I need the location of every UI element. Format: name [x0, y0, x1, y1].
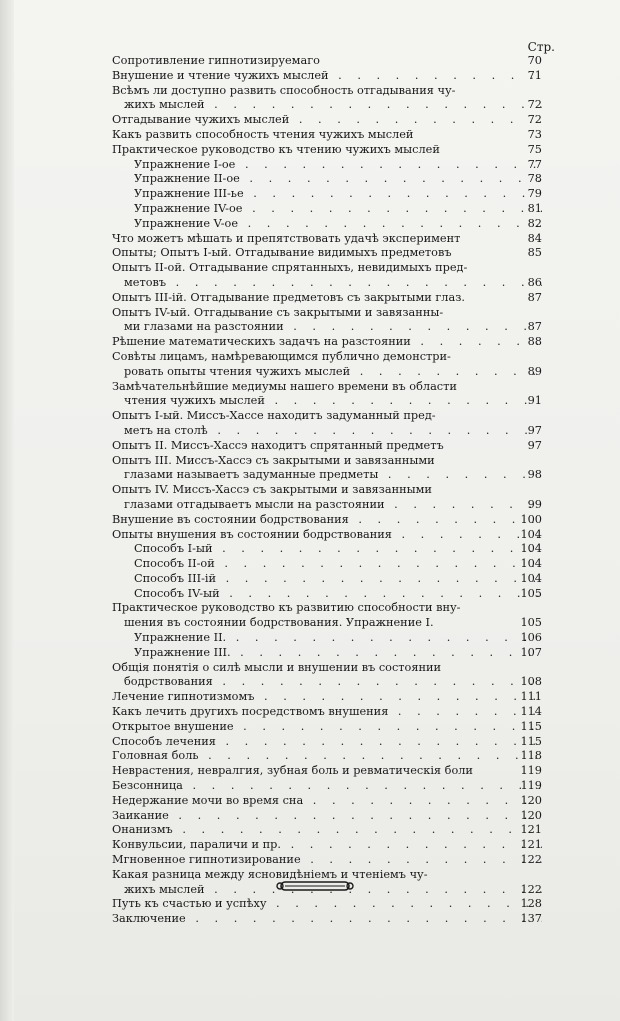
toc-entry [112, 335, 542, 350]
toc-page-number: 119 [520, 764, 542, 778]
toc-entry-text: Практическое руководство къ развитию способности вну- [112, 601, 461, 615]
toc-entry [112, 542, 542, 557]
toc-page-number: 118 [520, 749, 542, 763]
toc-entry [112, 172, 542, 187]
toc-entry-text: метовъ . . [112, 276, 542, 291]
toc-page-number: 81 [527, 201, 542, 215]
toc-entry [112, 720, 542, 735]
toc-entry-text: Безсонница . . [112, 779, 542, 794]
toc-page-number: 104 [520, 571, 542, 585]
toc-entry-text: ми глазами на разстоянии . . [112, 320, 542, 335]
toc-entry-text: Способъ лечения . . [112, 735, 542, 750]
toc-entry [112, 217, 542, 232]
toc-entry-text: Опытъ III-ій. Отгадывание предметовъ съ закрытыми глаз. [112, 290, 465, 304]
toc-entry-text: Способъ III-ій . . [112, 572, 542, 587]
toc-entry-text: Практическое руководство къ чтению чужихъ мыслей [112, 142, 440, 156]
toc-entry [112, 306, 542, 336]
toc-entry-text: Опытъ IV. Миссъ-Хассэ съ закрытыми и завязанными [112, 483, 432, 497]
toc-entry-text: Упражнение III-ье . . [112, 187, 542, 202]
toc-entry [112, 749, 542, 764]
toc-page-number: 85 [527, 246, 542, 260]
toc-entry [112, 454, 542, 484]
toc-entry [112, 187, 542, 202]
toc-entry-text: глазами называетъ задуманные предметы . . [112, 468, 542, 483]
toc-entry-text: Конвульсии, параличи и пр. . . [112, 838, 542, 853]
toc-entry-text: Замѣчательнѣйшие медиумы нашего времени въ области [112, 379, 457, 393]
toc-entry-text: Какъ лечить другихъ посредствомъ внушения . . [112, 705, 542, 720]
toc-entry [112, 409, 542, 439]
page-column-header: Стр. [527, 40, 555, 54]
toc-page-number: 73 [527, 127, 542, 141]
page-edge [0, 0, 14, 1021]
toc-entry-text: чтения чужихъ мыслей . . [112, 394, 542, 409]
toc-page-number: 105 [520, 586, 542, 600]
toc-entry-text: Что можетъ мѣшать и препятствовать удачѣ эксперимент [112, 231, 461, 245]
toc-entry-text: Заключение . . [112, 912, 542, 927]
toc-entry-text: бодрствования . . [112, 675, 542, 690]
toc-entry-text: Путь къ счастью и успѣху . . [112, 897, 542, 912]
toc-entry-text: Лечение гипнотизмомъ . . [112, 690, 542, 705]
toc-entry-text: Опытъ IV-ый. Отгадывание съ закрытыми и завязанны- [112, 305, 444, 319]
toc-page-number: 87 [527, 290, 542, 304]
toc-page-number: 70 [527, 54, 542, 67]
toc-entry [112, 54, 542, 69]
toc-entry-text: Рѣшение математическихъ задачъ на разстоянии . . [112, 335, 542, 350]
toc-entry [112, 838, 542, 853]
toc-entry-text: Опытъ I-ый. Миссъ-Хассе находитъ задуманный пред- [112, 409, 436, 423]
toc-page-number: 137 [520, 912, 542, 926]
toc-entry-text: Способъ II-ой . . [112, 557, 542, 572]
toc-entry [112, 380, 542, 410]
toc-entry [112, 764, 542, 779]
toc-entry [112, 128, 542, 143]
toc-entry [112, 897, 542, 912]
toc-entry-text: Неврастения, невралгия, зубная боль и ревматическія боли [112, 764, 473, 778]
toc-entry [112, 202, 542, 217]
toc-page-number: 121 [520, 823, 542, 837]
toc-page-number: 91 [527, 394, 542, 408]
toc-entry-text: Опытъ II. Миссъ-Хассэ находитъ спрятанный предметъ [112, 438, 444, 452]
toc-entry [112, 823, 542, 838]
toc-entry [112, 246, 542, 261]
toc-entry [112, 661, 542, 691]
toc-page-number: 82 [527, 216, 542, 230]
toc-entry [112, 261, 542, 291]
toc-entry-text: Внушение въ состоянии бодрствования . . [112, 513, 542, 528]
toc-entry-text: Внушение и чтение чужихъ мыслей . . [112, 69, 542, 84]
toc-page-number: 86 [527, 275, 542, 289]
toc-entry [112, 528, 542, 543]
toc-page-number: 128 [520, 897, 542, 911]
toc-page-number: 72 [527, 98, 542, 112]
toc-entry [112, 143, 542, 158]
toc-page-number: 72 [527, 113, 542, 127]
toc-page-number: 114 [520, 705, 542, 719]
toc-page-number: 99 [527, 497, 542, 511]
toc-entry [112, 113, 542, 128]
toc-entry [112, 84, 542, 114]
toc-entry-text: Какая разница между ясновидѣніемъ и чтеніемъ чу- [112, 867, 428, 881]
toc-page-number: 87 [527, 320, 542, 334]
toc-entry [112, 601, 542, 631]
toc-entry-text: Мгновенное гипнотизирование . . [112, 853, 542, 868]
toc-entry [112, 735, 542, 750]
toc-entry [112, 587, 542, 602]
toc-entry-text: Сопротивление гипнотизируемаго [112, 54, 320, 67]
toc-page-number: 77 [527, 157, 542, 171]
toc-entry-text: Упражнение II-ое . . [112, 172, 542, 187]
toc-entry [112, 572, 542, 587]
toc-entry-text: Опыты внушения въ состоянии бодрствования . . [112, 528, 542, 543]
toc-entry-text: жихъ мыслей . . [112, 98, 542, 113]
toc-entry-text: Всѣмъ ли доступно развить способность отгадывания чу- [112, 83, 456, 97]
toc-entry-text: Онанизмъ . . [112, 823, 542, 838]
toc-entry-text: ровать опыты чтения чужихъ мыслей . . [112, 365, 542, 380]
toc-entry-text: Опытъ III. Миссъ-Хассэ съ закрытыми и завязанными [112, 453, 435, 467]
toc-page-number: 75 [527, 142, 542, 156]
toc-page-number: 97 [527, 423, 542, 437]
toc-page-number: 104 [520, 527, 542, 541]
toc-page-number: 115 [520, 734, 542, 748]
toc-entry-text: Упражнение I-ое . . [112, 158, 542, 173]
end-ornament [276, 879, 354, 893]
toc-entry-text: Упражнение IV-ое . . [112, 202, 542, 217]
toc-entry [112, 809, 542, 824]
toc-page-number: 121 [520, 838, 542, 852]
toc-entry-text: глазами отгадываетъ мысли на разстоянии . . [112, 498, 542, 513]
toc-entry-text: Способъ I-ый . . [112, 542, 542, 557]
toc-entry [112, 912, 542, 927]
toc-entry [112, 483, 542, 513]
toc-entry [112, 158, 542, 173]
toc-page-number: 98 [527, 468, 542, 482]
toc-entry [112, 232, 542, 247]
toc-page-number: 104 [520, 557, 542, 571]
toc-page-number: 107 [520, 645, 542, 659]
toc-entry-text: Открытое внушение . . [112, 720, 542, 735]
toc-page-number: 115 [520, 719, 542, 733]
toc-entry-text: Отгадывание чужихъ мыслей . . [112, 113, 542, 128]
toc-entry [112, 513, 542, 528]
toc-page-number: 100 [520, 512, 542, 526]
toc-page-number: 122 [520, 853, 542, 867]
toc-entry-text: Упражнение II. . . [112, 631, 542, 646]
toc-page-number: 105 [520, 616, 542, 630]
toc-entry [112, 705, 542, 720]
toc-page-number: 120 [520, 793, 542, 807]
toc-page-number: 97 [527, 438, 542, 452]
toc-page-number: 119 [520, 779, 542, 793]
table-of-contents [112, 54, 542, 927]
toc-page-number: 106 [520, 631, 542, 645]
toc-page-number: 79 [527, 187, 542, 201]
toc-page-number: 88 [527, 335, 542, 349]
toc-page-number: 122 [520, 882, 542, 896]
toc-entry-text: Общія понятія о силѣ мысли и внушении въ состоянии [112, 660, 442, 674]
toc-entry-text: Упражнение V-ое . . [112, 217, 542, 232]
toc-page-number: 108 [520, 675, 542, 689]
toc-entry-text: Упражнение III. . . [112, 646, 542, 661]
toc-entry-text: шения въ состоянии бодрствования. Упражнение I. [124, 616, 434, 630]
toc-entry-text: метъ на столѣ . . [112, 424, 542, 439]
toc-entry-text: Способъ IV-ый . . [112, 587, 542, 602]
toc-entry [112, 853, 542, 868]
toc-entry-text: Какъ развить способность чтения чужихъ мыслей [112, 127, 414, 141]
toc-entry [112, 350, 542, 380]
toc-entry-text: Опыты; Опытъ I-ый. Отгадывание видимыхъ предметовъ [112, 246, 452, 260]
toc-entry-text: Совѣты лицамъ, намѣревающимся публично демонстри- [112, 349, 451, 363]
toc-page-number: 78 [527, 172, 542, 186]
toc-entry [112, 779, 542, 794]
toc-entry [112, 690, 542, 705]
toc-entry [112, 631, 542, 646]
toc-page-number: 89 [527, 364, 542, 378]
toc-page-number: 104 [520, 542, 542, 556]
toc-entry [112, 439, 542, 454]
toc-page-number: 111 [520, 690, 542, 704]
toc-entry [112, 557, 542, 572]
toc-page-number: 84 [527, 231, 542, 245]
toc-entry [112, 646, 542, 661]
toc-entry-text: Заикание . . [112, 809, 542, 824]
toc-entry-text: жихъ мыслей . . [112, 883, 542, 898]
toc-page-number: 71 [527, 68, 542, 82]
toc-entry [112, 69, 542, 84]
toc-entry [112, 794, 542, 809]
toc-page-number: 120 [520, 808, 542, 822]
toc-entry-text: Головная боль . . [112, 749, 542, 764]
toc-entry-text: Недержание мочи во время сна . . [112, 794, 542, 809]
toc-entry-text: Опытъ II-ой. Отгадывание спрятанныхъ, невидимыхъ пред- [112, 261, 468, 275]
toc-entry [112, 291, 542, 306]
